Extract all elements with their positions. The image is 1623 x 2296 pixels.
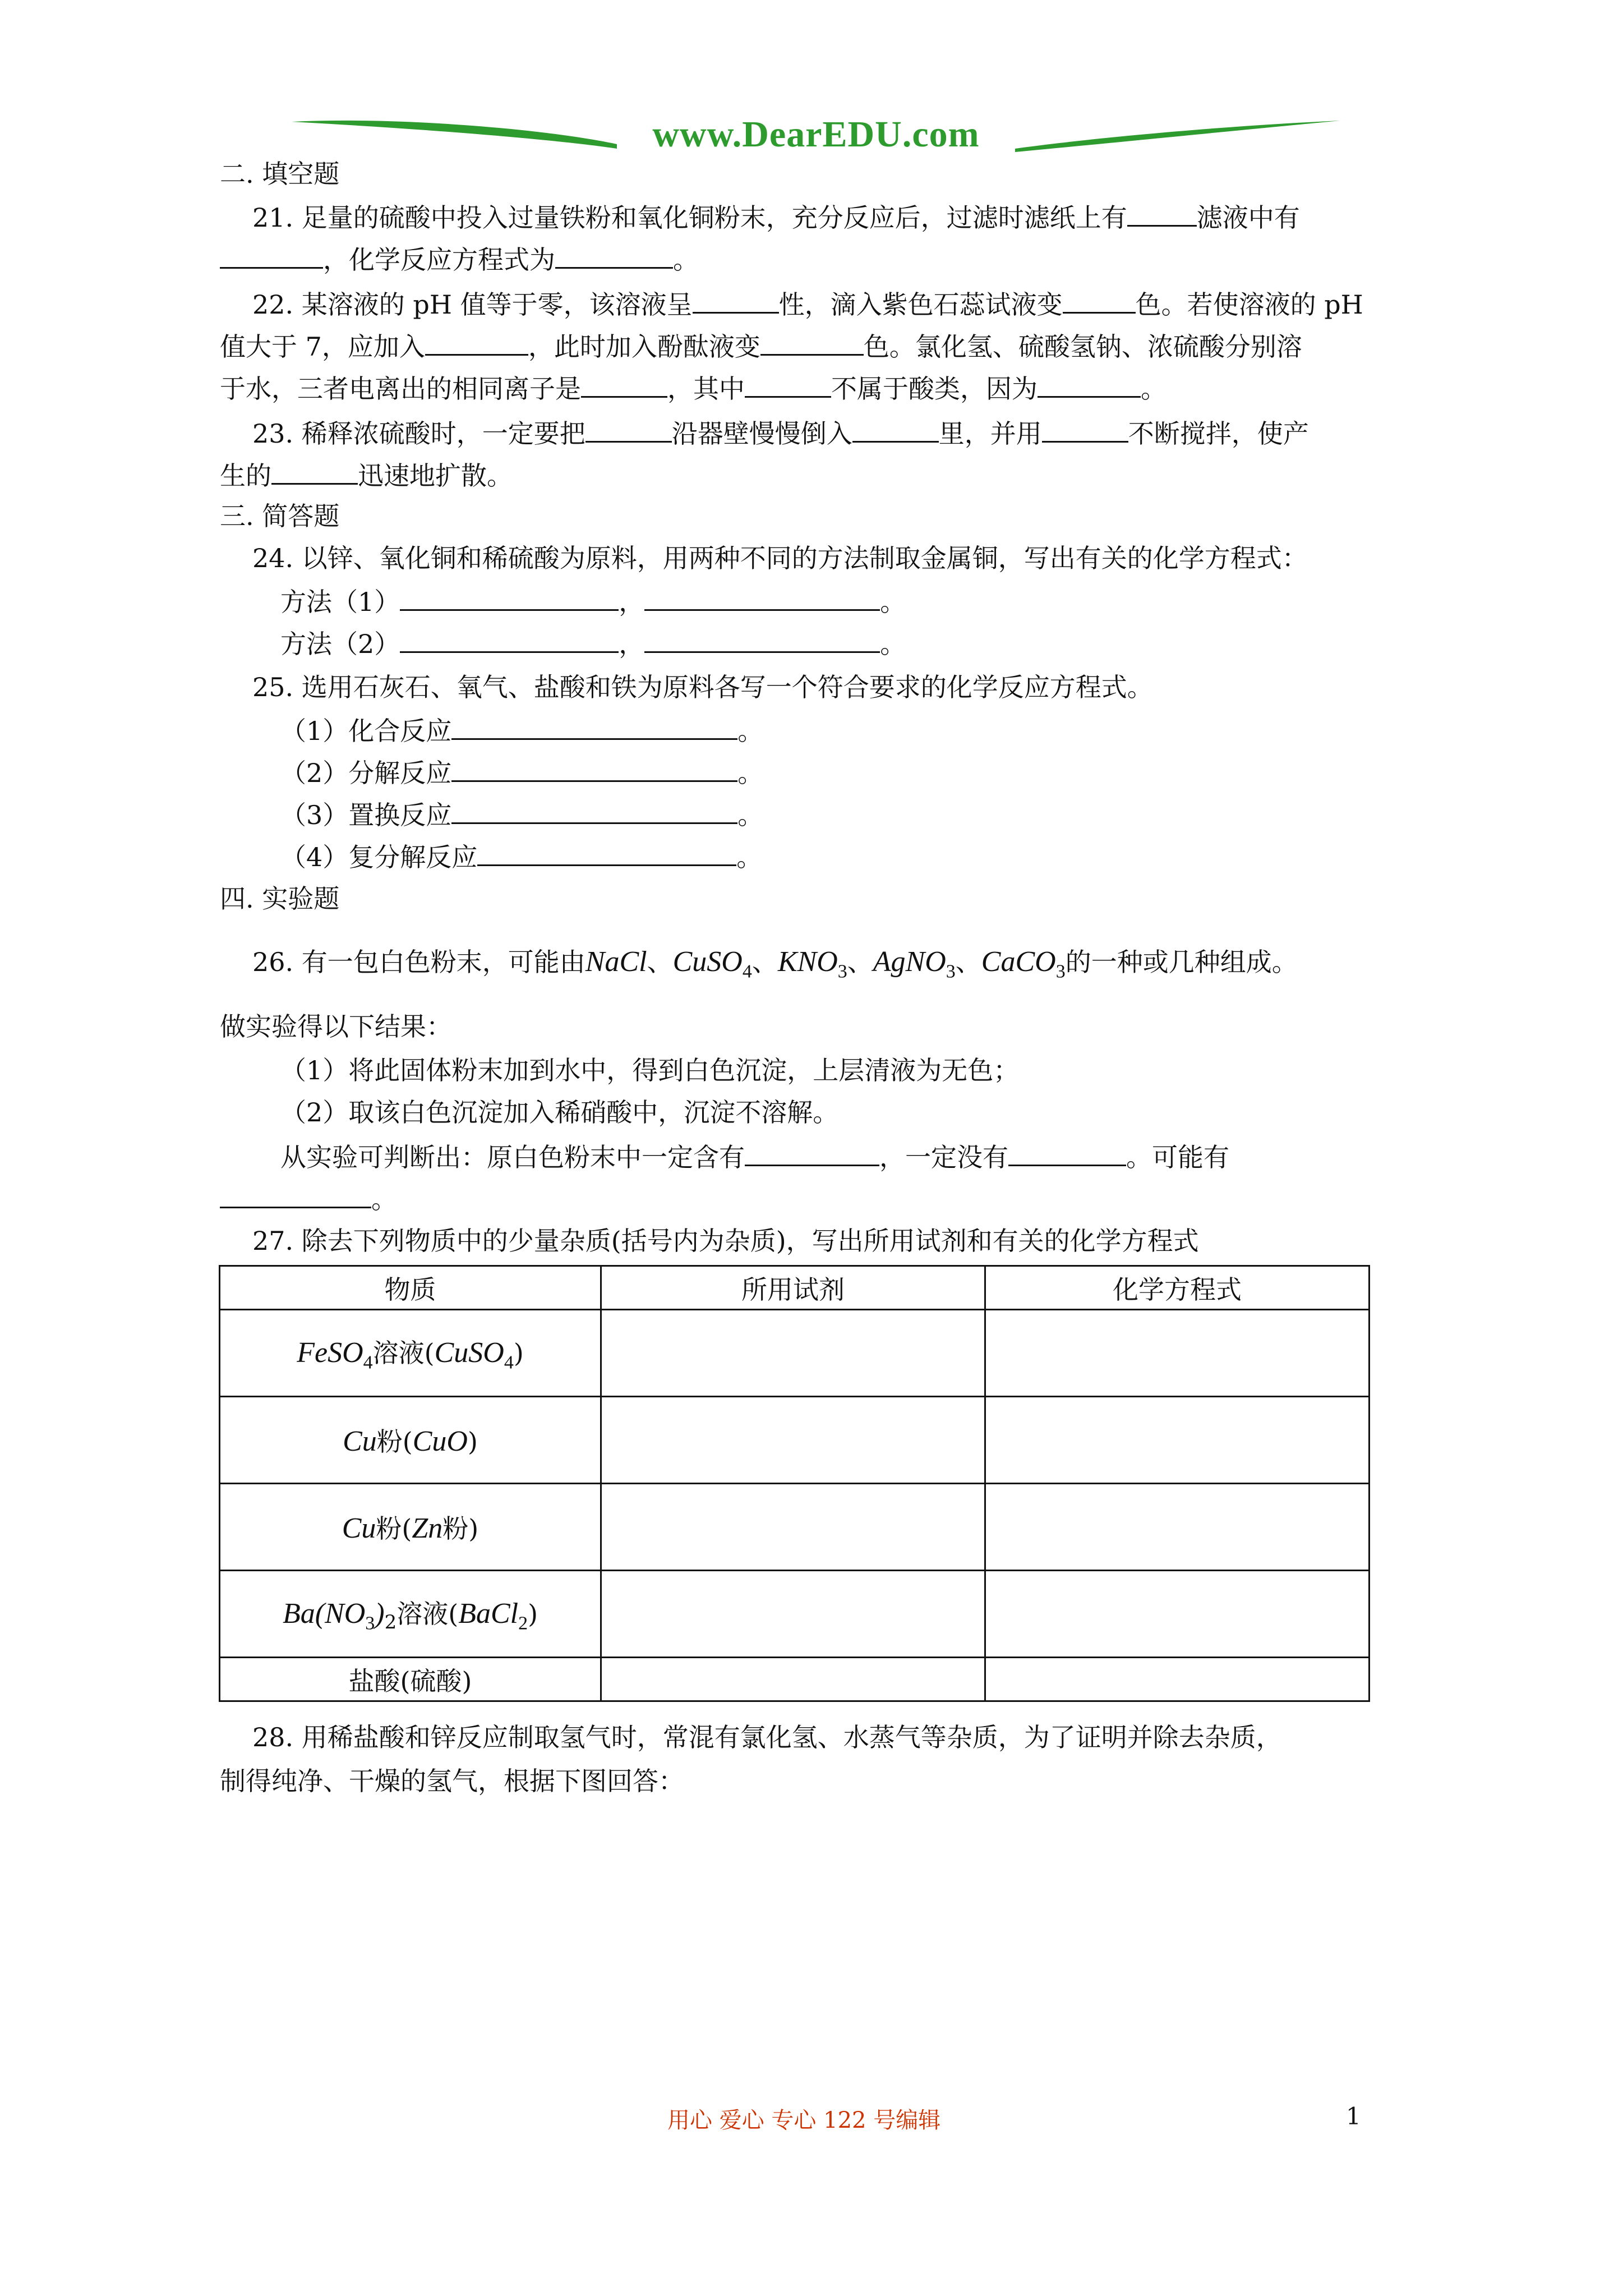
page-number: 1 (1346, 2102, 1361, 2130)
q28-line2: 制得纯净、干燥的氢气，根据下图回答： (220, 1766, 684, 1796)
q22-blank-7[interactable] (1038, 370, 1141, 398)
reagent-cell-5[interactable] (601, 1658, 985, 1701)
table-row (220, 1658, 1370, 1701)
q22-text-d: 值大于 7，应加入 (220, 332, 425, 362)
table-row (220, 1571, 1370, 1658)
formula-caco3: CaCO$_3$ (981, 946, 1066, 982)
q25-title: 25. 选用石灰石、氧气、盐酸和铁为原料各写一个符合要求的化学反应方程式。 (252, 672, 1153, 702)
q26-result-1: （1）将此固体粉末加到水中，得到白色沉淀，上层清液为无色； (280, 1055, 1020, 1085)
q25-i3-label: （3）置换反应 (280, 800, 452, 830)
q21-text-d: 。 (673, 245, 699, 275)
q24-m2-end: 。 (880, 629, 906, 659)
logo-text: www.DearEDU.com (652, 114, 980, 155)
q26-text-i: 。 (371, 1184, 397, 1214)
equation-cell-5[interactable] (985, 1658, 1370, 1701)
q25-i2-end: 。 (737, 758, 764, 788)
reagent-cell-3[interactable] (601, 1484, 985, 1571)
q25-item-4 (280, 839, 762, 874)
q22-text-f: 色。氯化氢、硫酸氢钠、浓硫酸分别溶 (863, 332, 1302, 362)
q24-m2-comma: ， (619, 629, 645, 659)
q22-line2 (220, 328, 1302, 364)
q26-sep-2: 、 (751, 947, 778, 977)
q26-sep-3: 、 (847, 947, 873, 977)
q21-blank-1[interactable] (1127, 199, 1197, 227)
substance-hcl: 盐酸(硫酸) (220, 1658, 601, 1701)
q22-text-j: 。 (1141, 374, 1166, 404)
q26-sep-1: 、 (647, 947, 673, 977)
reagent-cell-2[interactable] (601, 1397, 985, 1484)
q21-blank-2[interactable] (220, 241, 323, 269)
q23-blank-1[interactable] (585, 415, 672, 443)
q24-title: 24. 以锌、氧化铜和稀硫酸为原料，用两种不同的方法制取金属铜，写出有关的化学方程式： (252, 543, 1308, 573)
q26-result-2: （2）取该白色沉淀加入稀硝酸中，沉淀不溶解。 (280, 1097, 839, 1128)
q24-blank-1[interactable] (400, 583, 619, 611)
q22-text-e: ，此时加入酚酞液变 (528, 332, 760, 362)
substance-feso4: FeSO$_4$溶液(CuSO$_4$) (220, 1310, 601, 1397)
q26-text-h: 。可能有 (1126, 1142, 1229, 1172)
formula-agno3: AgNO$_3$ (873, 946, 956, 982)
q25-item-3 (280, 797, 763, 832)
q23-blank-3[interactable] (1042, 415, 1128, 443)
q25-blank-3[interactable] (451, 797, 737, 824)
q25-i1-end: 。 (737, 716, 764, 746)
table-row (220, 1397, 1370, 1484)
q24-method-2 (280, 625, 906, 661)
q28-line1: 28. 用稀盐酸和锌反应制取氢气时，常混有氯化氢、水蒸气等杂质，为了证明并除去杂质， (252, 1722, 1282, 1752)
section-short-answer: 三. 简答题 (220, 501, 340, 531)
q25-blank-2[interactable] (451, 754, 737, 782)
substance-bano32: $Ba(NO_3)_2$溶液(BaCl$_2$) (220, 1571, 601, 1658)
q23-text-a: 23. 稀释浓硫酸时，一定要把 (252, 418, 585, 449)
equation-cell-1[interactable] (985, 1310, 1370, 1397)
q22-blank-2[interactable] (1063, 286, 1136, 314)
q21-blank-3[interactable] (555, 241, 673, 269)
q27-title: 27. 除去下列物质中的少量杂质(括号内为杂质)，写出所用试剂和有关的化学方程式 (252, 1226, 1199, 1256)
q24-m1-end: 。 (880, 587, 906, 617)
q24-blank-3[interactable] (400, 625, 619, 653)
reagent-cell-1[interactable] (601, 1310, 985, 1397)
q25-i4-end: 。 (736, 842, 763, 872)
reagent-cell-4[interactable] (601, 1571, 985, 1658)
q23-text-f: 迅速地扩散。 (358, 461, 513, 491)
table-header-equation: 化学方程式 (985, 1266, 1370, 1310)
q25-i3-end: 。 (737, 800, 764, 830)
q24-method-1 (280, 583, 906, 619)
q22-text-b: 性，滴入紫色石蕊试液变 (778, 289, 1063, 320)
q24-blank-2[interactable] (644, 583, 880, 611)
q23-blank-4[interactable] (271, 457, 358, 485)
q22-blank-3[interactable] (425, 328, 528, 356)
q26-blank-1[interactable] (745, 1139, 879, 1166)
q24-m1-comma: ， (619, 587, 645, 617)
q25-blank-4[interactable] (477, 839, 736, 866)
equation-cell-3[interactable] (985, 1484, 1370, 1571)
q23-line2 (220, 457, 513, 493)
q22-text-a: 22. 某溶液的 pH 值等于零，该溶液呈 (252, 289, 693, 320)
q21-line1 (252, 199, 1300, 234)
q27-table (219, 1265, 1370, 1702)
q22-blank-6[interactable] (745, 370, 831, 398)
q25-item-1 (280, 712, 763, 748)
q25-i2-label: （2）分解反应 (280, 758, 452, 788)
q26-blank-3[interactable] (220, 1181, 371, 1208)
q25-blank-1[interactable] (451, 712, 737, 740)
q23-line1 (252, 415, 1309, 450)
header-logo (292, 109, 1340, 160)
q26-text-f: 从实验可判断出：原白色粉末中一定含有 (280, 1142, 745, 1172)
q23-text-b: 沿器壁慢慢倒入 (671, 418, 852, 449)
q26-line2: 做实验得以下结果： (220, 1011, 452, 1042)
q22-blank-1[interactable] (693, 286, 779, 314)
q22-blank-4[interactable] (760, 328, 864, 356)
q21-text-c: ，化学反应方程式为 (323, 245, 555, 275)
table-header-substance: 物质 (220, 1266, 601, 1310)
substance-cu-zn: Cu粉(Zn粉) (220, 1484, 601, 1571)
q21-text-a: 21. 足量的硫酸中投入过量铁粉和氧化铜粉末，充分反应后，过滤时滤纸上有 (252, 203, 1127, 233)
equation-cell-4[interactable] (985, 1571, 1370, 1658)
q22-text-i: 不属于酸类，因为 (831, 374, 1038, 404)
q23-text-e: 生的 (220, 461, 271, 491)
q26-conclusion (280, 1139, 1229, 1174)
q26-line-last (220, 1181, 397, 1216)
q25-item-2 (280, 754, 763, 790)
q22-blank-5[interactable] (581, 370, 667, 398)
formula-kno3: $KNO_3$ (777, 946, 847, 982)
q23-blank-2[interactable] (852, 415, 939, 443)
q26-text-g: ，一定没有 (879, 1142, 1008, 1172)
equation-cell-2[interactable] (985, 1397, 1370, 1484)
q26-blank-2[interactable] (1008, 1139, 1126, 1166)
formula-cuso4: CuSO$_4$ (672, 946, 752, 982)
q26-text-a: 26. 有一包白色粉末，可能由 (252, 947, 585, 977)
section-fill-in: 二. 填空题 (220, 159, 340, 189)
table-row (220, 1484, 1370, 1571)
q21-line2 (220, 241, 699, 277)
table-header-row (220, 1266, 1370, 1310)
formula-nacl: NaCl (585, 946, 647, 978)
q22-line1 (252, 286, 1363, 321)
q22-text-c: 色。若使溶液的 pH (1135, 289, 1363, 320)
q26-line1 (252, 945, 1298, 988)
q26-text-b: 的一种或几种组成。 (1065, 947, 1298, 977)
substance-cu-cuo: Cu粉(CuO) (220, 1397, 601, 1484)
q25-i1-label: （1）化合反应 (280, 716, 452, 746)
q26-sep-4: 、 (955, 947, 981, 977)
section-experiment: 四. 实验题 (220, 884, 340, 914)
q22-text-h: ，其中 (667, 374, 745, 404)
q22-line3 (220, 370, 1166, 406)
footer-text: 用心 爱心 专心 122 号编辑 (667, 2108, 941, 2133)
q24-m2-label: 方法（2） (280, 629, 400, 659)
table-header-reagent: 所用试剂 (601, 1266, 985, 1310)
table-row (220, 1310, 1370, 1397)
q21-text-b: 滤液中有 (1196, 203, 1300, 233)
q23-text-d: 不断搅拌，使产 (1128, 418, 1309, 449)
q22-text-g: 于水，三者电离出的相同离子是 (220, 374, 581, 404)
q24-blank-4[interactable] (644, 625, 880, 653)
q24-m1-label: 方法（1） (280, 587, 400, 617)
q23-text-c: 里，并用 (938, 418, 1042, 449)
q25-i4-label: （4）复分解反应 (280, 842, 478, 872)
